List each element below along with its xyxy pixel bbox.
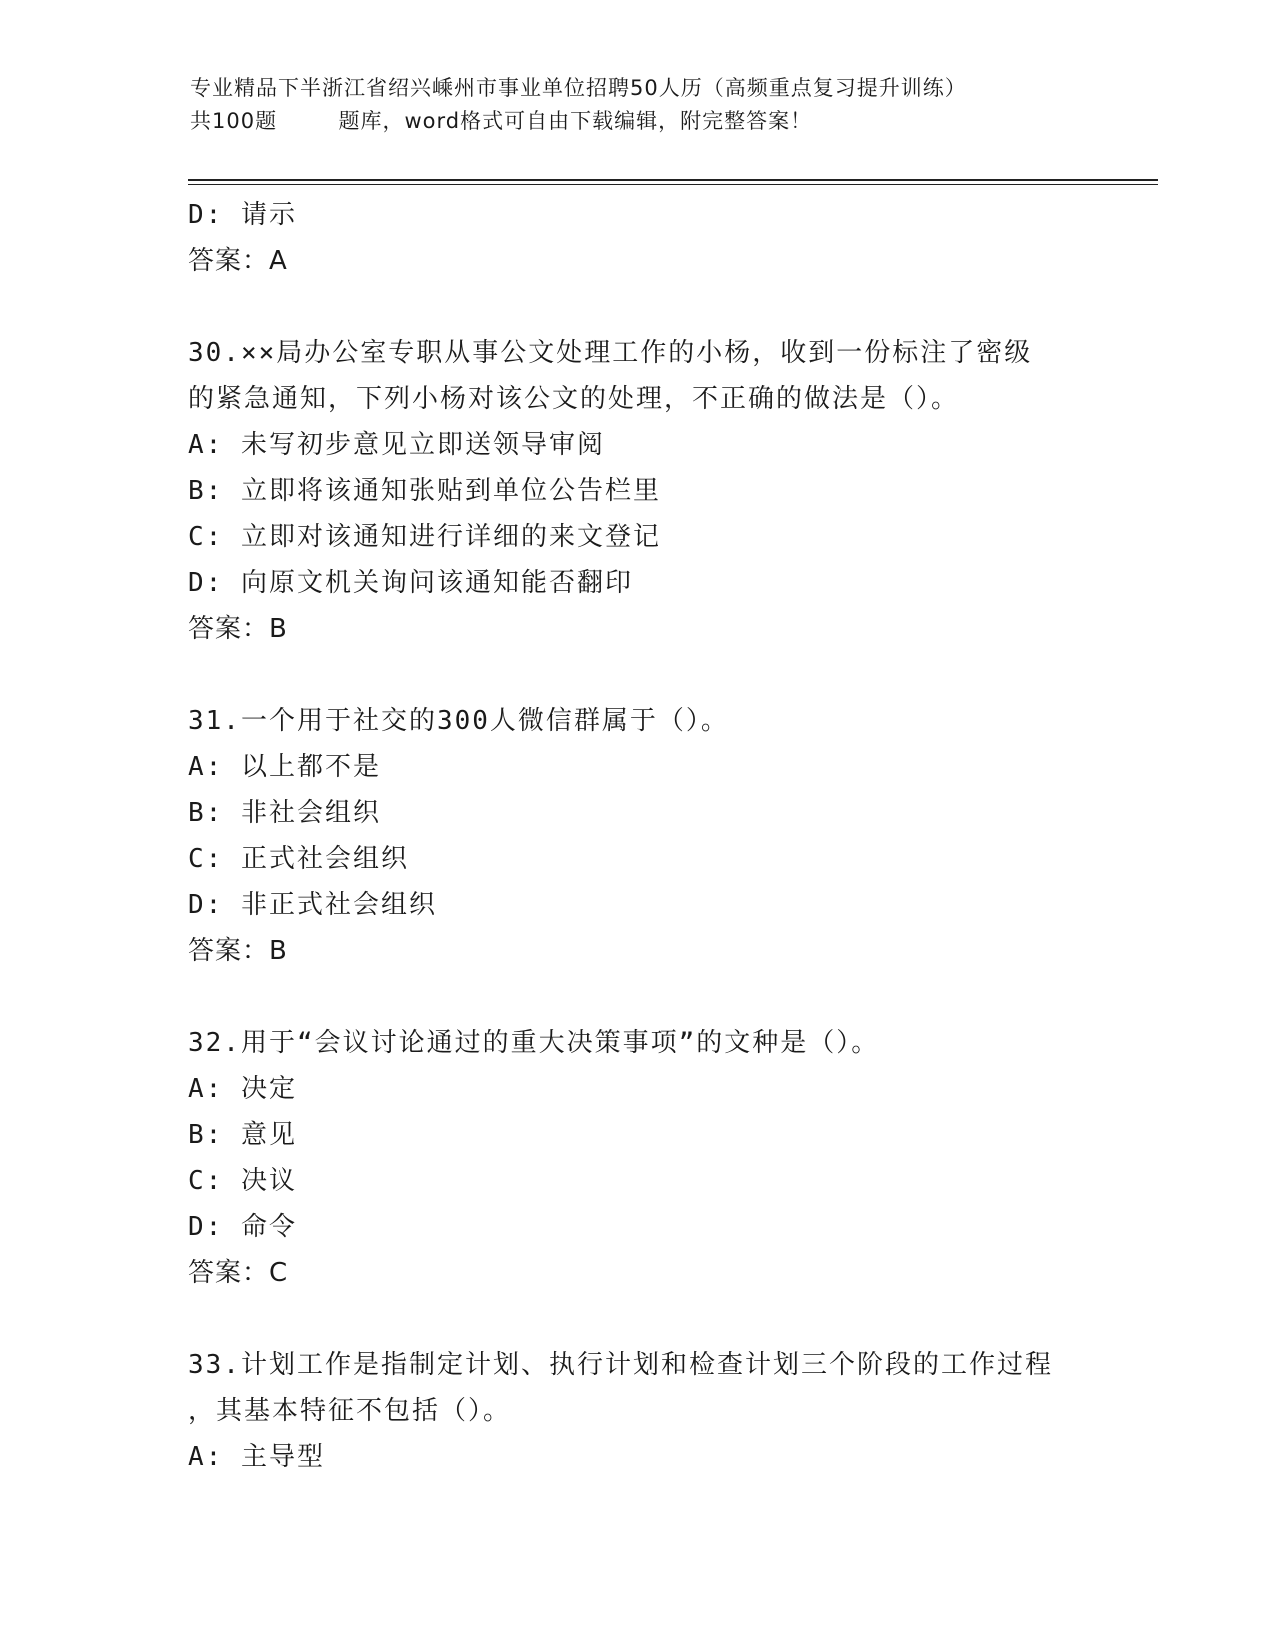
option-a: A: 主导型 (188, 1442, 325, 1472)
option-b: B: 意见 (188, 1120, 297, 1150)
option-d: D: 非正式社会组织 (188, 890, 437, 920)
question-32 (188, 1020, 1128, 1296)
option-a: A: 未写初步意见立即送领导审阅 (188, 430, 605, 460)
option-d: D: 命令 (188, 1212, 297, 1242)
option-d: D: 向原文机关询问该通知能否翻印 (188, 568, 633, 598)
option-c: C: 立即对该通知进行详细的来文登记 (188, 522, 661, 552)
answer-line: 答案：C (188, 1258, 289, 1288)
option-c: C: 决议 (188, 1166, 297, 1196)
question-31 (188, 698, 1128, 974)
question-33 (188, 1342, 1128, 1480)
answer-line: 答案：A (188, 246, 288, 276)
question-stem: 30.××局办公室专职从事公文处理工作的小杨，收到一份标注了密级 (188, 338, 1033, 368)
question-stem: 32.用于“会议讨论通过的重大决策事项”的文种是（）。 (188, 1028, 880, 1058)
question-stem-cont: 的紧急通知，下列小杨对该公文的处理，不正确的做法是（）。 (188, 384, 960, 414)
header-rule-thick (188, 179, 1158, 181)
question-content (188, 192, 1128, 1480)
option-c: C: 正式社会组织 (188, 844, 409, 874)
answer-line: 答案：B (188, 936, 288, 966)
option-a: A: 决定 (188, 1074, 297, 1104)
question-stem-cont: ，其基本特征不包括（）。 (188, 1396, 512, 1426)
document-header (190, 72, 1090, 138)
option-d: D: 请示 (188, 200, 297, 230)
question-stem: 31.一个用于社交的300人微信群属于（）。 (188, 706, 729, 736)
option-b: B: 立即将该通知张贴到单位公告栏里 (188, 476, 661, 506)
option-b: B: 非社会组织 (188, 798, 381, 828)
question-30 (188, 330, 1128, 652)
option-a: A: 以上都不是 (188, 752, 381, 782)
header-rule-thin (188, 184, 1158, 185)
header-title-line2: 共100题 题库，word格式可自由下载编辑，附完整答案！ (190, 109, 813, 133)
header-title-line1: 专业精品下半浙江省绍兴嵊州市事业单位招聘50人历（高频重点复习提升训练） (190, 76, 967, 100)
answer-line: 答案：B (188, 614, 288, 644)
question-stem: 33.计划工作是指制定计划、执行计划和检查计划三个阶段的工作过程 (188, 1350, 1053, 1380)
